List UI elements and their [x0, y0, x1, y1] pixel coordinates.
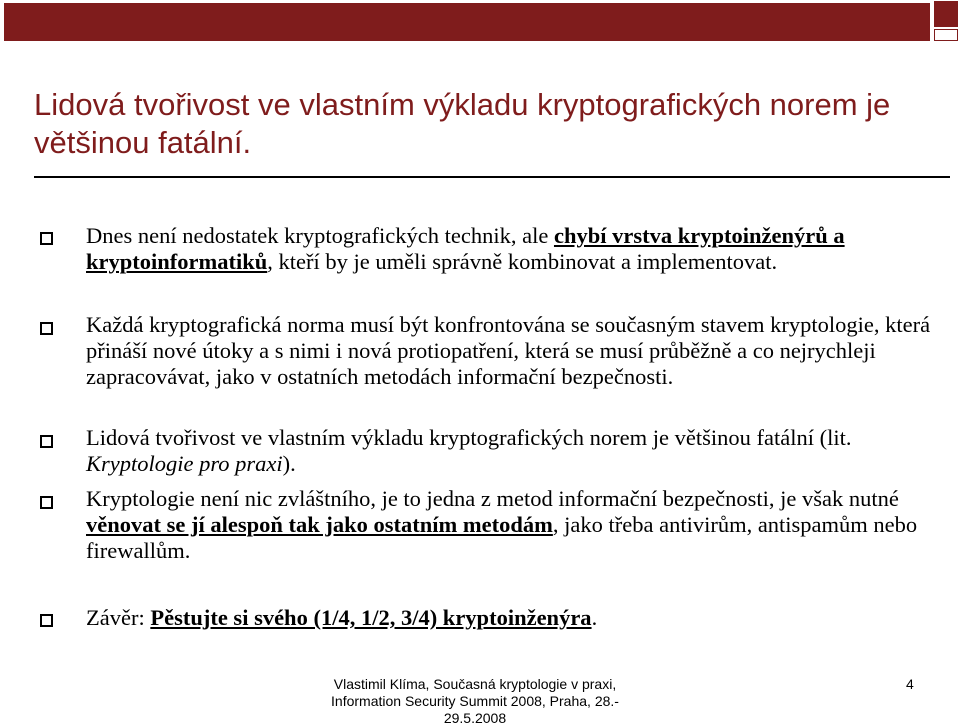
bullet-item-1 [86, 223, 932, 275]
corner-decoration-outline [934, 29, 958, 41]
footer-citation [300, 676, 650, 727]
bullet-3-text-a: Lidová tvořivost ve vlastním výkladu kryptografických norem je většinou fatální (lit. [86, 425, 852, 450]
slide-title: Lidová tvořivost ve vlastním výkladu kryptografických norem je většinou fatální. [34, 87, 891, 160]
bullet-square-icon [40, 614, 53, 627]
bullet-4-text-a: Kryptologie není nic zvláštního, je to jedna z metod informační bezpečnosti, je však nutné [86, 486, 899, 511]
title-divider [34, 176, 950, 178]
footer-line-1: Vlastimil Klíma, Současná kryptologie v praxi, [333, 676, 617, 692]
bullet-2-text: Každá kryptografická norma musí být konfrontována se současným stavem kryptologie, která přináší nové útoky a s nimi i nová protiopatření, která se musí průběžně a co nejrychleji zapracovávat, jako v ostatních metodách informační bezpečnosti. [86, 312, 931, 389]
bullet-item-3 [86, 425, 932, 477]
bullet-square-icon [40, 322, 53, 335]
bullet-item-4 [86, 486, 932, 564]
bullet-square-icon [40, 232, 53, 245]
bullet-square-icon [40, 435, 53, 448]
bullet-1-text-a: Dnes není nedostatek kryptografických technik, ale [86, 223, 554, 248]
bullet-3-text-c: ). [282, 451, 296, 476]
bullet-5-text-a: Závěr: [86, 605, 151, 630]
bullet-square-icon [40, 496, 53, 509]
header-bar [4, 3, 930, 41]
corner-decoration [934, 1, 958, 27]
bullet-5-emphasis: Pěstujte si svého (1/4, 1/2, 3/4) kryptoinženýra [150, 605, 592, 630]
bullet-1-text-c: , kteří by je uměli správně kombinovat a implementovat. [267, 249, 778, 274]
footer-line-3: 29.5.2008 [443, 710, 507, 726]
bullet-1-emphasis: chybí vrstva kryptoinženýrů a kryptoinformatiků [86, 223, 845, 274]
bullet-3-citation: Kryptologie pro praxi [86, 451, 283, 476]
bullet-4-emphasis: věnovat se jí alespoň tak jako ostatním metodám [86, 512, 553, 537]
footer-line-2: Information Security Summit 2008, Praha, 28.- [331, 693, 619, 709]
bullet-item-5 [86, 605, 932, 631]
bullet-5-text-c: . [591, 605, 598, 630]
bullet-4-text-c: , jako třeba antivirům, antispamům nebo firewallům. [86, 512, 918, 563]
bullet-item-2 [86, 312, 932, 390]
page-number: 4 [906, 676, 914, 692]
